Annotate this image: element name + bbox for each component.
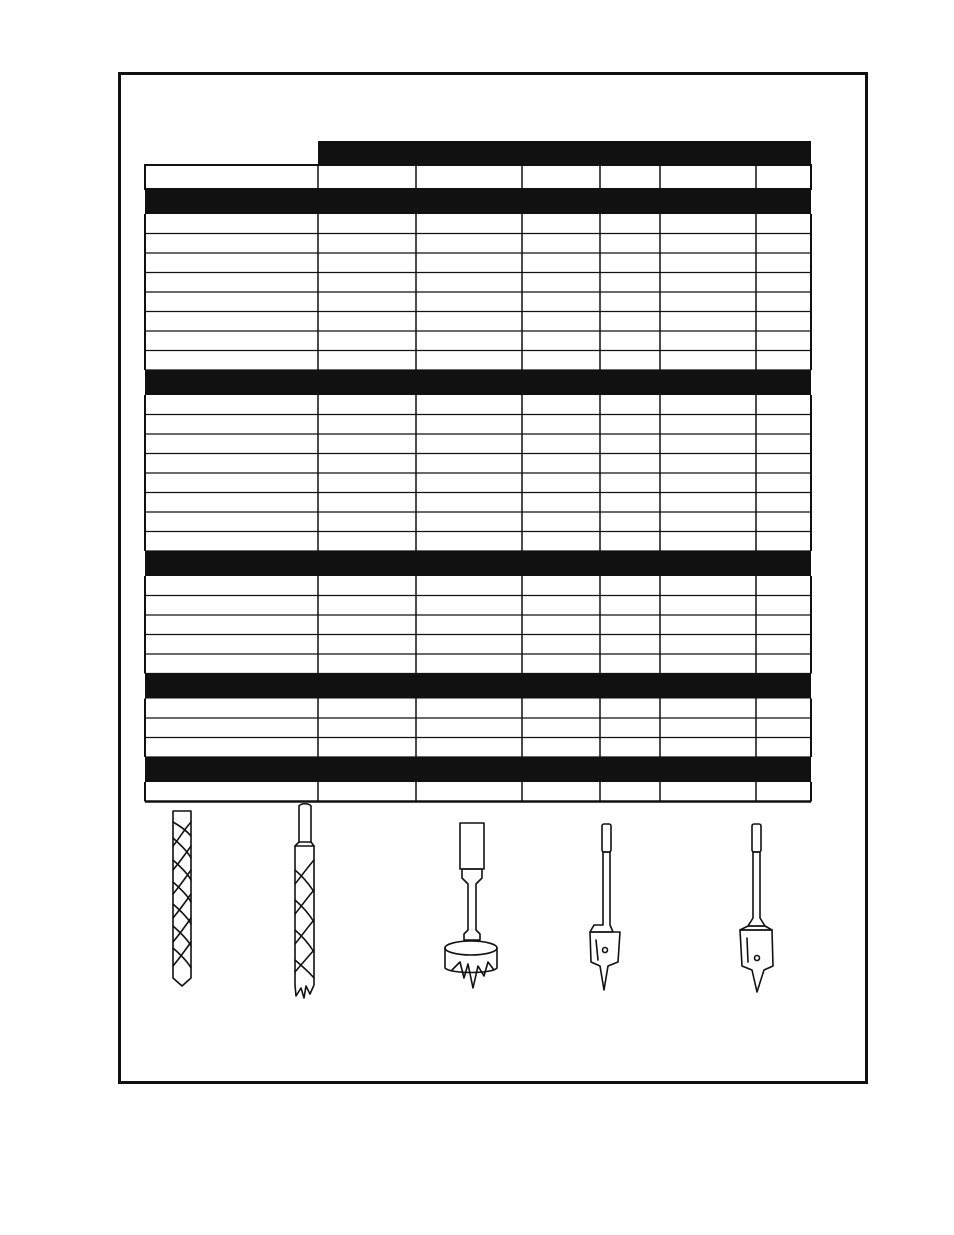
forstner-bit-icon — [445, 823, 497, 988]
brad-point-bit-icon — [295, 804, 314, 998]
spade-bit-large-icon — [740, 824, 773, 992]
spade-bit-small-icon — [590, 824, 620, 990]
twist-drill-bit-icon — [173, 811, 191, 986]
